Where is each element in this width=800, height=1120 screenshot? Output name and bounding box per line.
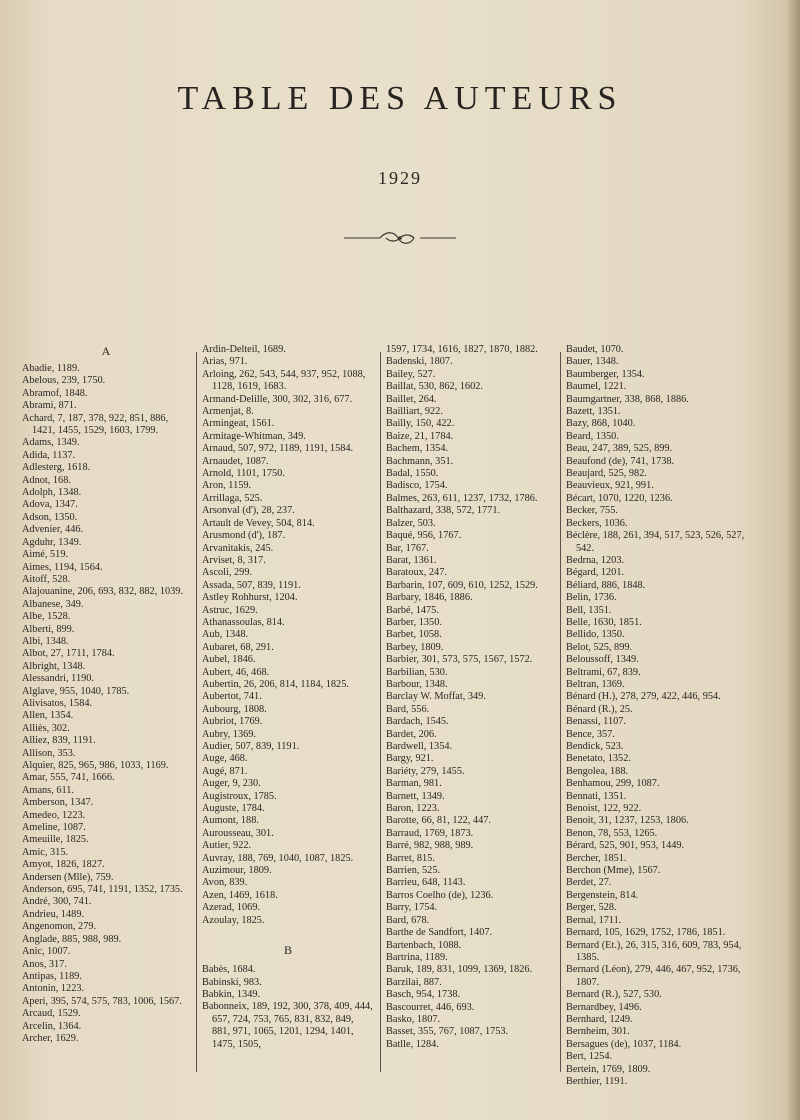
section-letter: B xyxy=(283,943,292,958)
year-heading: 1929 xyxy=(378,168,422,188)
author-entry: Beltran, 1369. xyxy=(566,678,625,690)
author-entry: Aurousseau, 301. xyxy=(202,827,274,839)
author-entry: Bailey, 527. xyxy=(386,368,436,380)
author-entry: Armitage-Whitman, 349. xyxy=(202,430,306,442)
author-entry: Basset, 355, 767, 1087, 1753. xyxy=(386,1026,509,1038)
author-entry: Bertein, 1769, 1809. xyxy=(566,1063,651,1075)
author-entry: Aumont, 188. xyxy=(202,815,259,827)
author-entry: Abadie, 1189. xyxy=(22,363,80,374)
author-entry: Alliès, 302. xyxy=(22,722,70,734)
author-entry: Barré, 982, 988, 989. xyxy=(386,840,474,852)
author-entry: Anderson, 695, 741, 1191, 1352, 1735. xyxy=(22,884,183,896)
author-entry: Amyot, 1826, 1827. xyxy=(22,859,105,871)
author-entry: Amedeo, 1223. xyxy=(22,809,86,821)
author-entry: Bardet, 206. xyxy=(386,728,437,740)
author-entry: Alglave, 955, 1040, 1785. xyxy=(22,685,130,697)
author-entry: Ameline, 1087. xyxy=(22,822,86,834)
author-entry: Becker, 755. xyxy=(566,505,618,517)
author-entry: Amic, 315. xyxy=(22,846,69,858)
author-entry: Baratoux, 247. xyxy=(386,567,447,579)
author-entry: Andersen (Mlle), 759. xyxy=(22,871,114,883)
author-entry: Auge, 468. xyxy=(202,753,248,765)
index-column-2 xyxy=(202,344,374,1102)
author-entry: Bécart, 1070, 1220, 1236. xyxy=(566,492,673,504)
author-entry: Bénard (R.), 25. xyxy=(566,703,633,715)
author-entry: Achard, 7, 187, 378, 922, 851, 886, 1421, 1455, 1529, 1603, 1799. xyxy=(22,412,169,437)
author-entry: Angenomon, 279. xyxy=(22,921,97,933)
author-entry: Balthazard, 338, 572, 1771. xyxy=(386,505,501,517)
author-entry: Belin, 1736. xyxy=(566,592,617,604)
author-entry: Babkin, 1349. xyxy=(202,988,261,1000)
author-entry: Baillat, 530, 862, 1602. xyxy=(386,381,483,393)
author-entry: Bernard (Et.), 26, 315, 316, 609, 783, 954, 1385. xyxy=(566,939,742,963)
author-entry: Bardach, 1545. xyxy=(386,716,449,728)
author-entry: Barber, 1350. xyxy=(386,616,442,628)
author-entry: Baumgartner, 338, 868, 1886. xyxy=(566,393,689,405)
author-entry: Barry, 1754. xyxy=(386,902,438,914)
author-entry: Aimes, 1194, 1564. xyxy=(22,561,103,573)
author-entry: Beau, 247, 389, 525, 899. xyxy=(566,443,673,455)
author-entry: Alberti, 899. xyxy=(22,623,75,635)
author-entry: Baron, 1223. xyxy=(386,803,440,815)
author-entry: Bernard, 105, 1629, 1752, 1786, 1851. xyxy=(566,927,726,939)
author-entry: Arnold, 1101, 1750. xyxy=(202,468,285,480)
author-entry: Bar, 1767. xyxy=(386,542,429,554)
author-entry: Andrieu, 1489. xyxy=(22,908,85,920)
author-entry: Benhamou, 299, 1087. xyxy=(566,778,660,790)
author-entry: Auguste, 1784. xyxy=(202,803,265,815)
author-entry: André, 300, 741. xyxy=(22,896,92,908)
column-divider xyxy=(380,352,381,1072)
author-entry: 1597, 1734, 1616, 1827, 1870, 1882. xyxy=(386,344,538,355)
author-entry: Bariéty, 279, 1455. xyxy=(386,765,465,777)
author-entry: Antonin, 1223. xyxy=(22,983,85,995)
author-entry: Adson, 1350. xyxy=(22,511,78,523)
author-entry: Aubaret, 68, 291. xyxy=(202,641,274,653)
author-entry: Avon, 839. xyxy=(202,877,248,889)
author-entry: Bernard (Léon), 279, 446, 467, 952, 1736, 1807. xyxy=(566,964,741,988)
author-entry: Aperi, 395, 574, 575, 783, 1006, 1567. xyxy=(22,995,182,1007)
author-entry: Benoist, 122, 922. xyxy=(566,803,642,815)
author-entry: Bence, 357. xyxy=(566,728,615,740)
author-entry: Barnett, 1349. xyxy=(386,790,445,802)
author-entry: Astley Rohhurst, 1204. xyxy=(202,592,298,604)
author-entry: Berdet, 27. xyxy=(566,877,612,889)
author-entry: Bell, 1351. xyxy=(566,604,612,616)
author-entry: Bardwell, 1354. xyxy=(386,741,453,752)
author-entry: Amar, 555, 741, 1666. xyxy=(22,772,115,784)
author-entry: Anic, 1007. xyxy=(22,946,71,958)
author-entry: Alessandri, 1190. xyxy=(22,673,94,685)
entry-list xyxy=(202,344,374,927)
author-entry: Baruk, 189, 831, 1099, 1369, 1826. xyxy=(386,964,533,976)
author-entry: Assada, 507, 839, 1191. xyxy=(202,579,301,591)
author-entry: Archer, 1629. xyxy=(22,1032,79,1044)
author-entry: Albe, 1528. xyxy=(22,611,71,623)
author-entry: Barrien, 525. xyxy=(386,865,441,877)
author-entry: Auzimour, 1809. xyxy=(202,865,272,877)
author-entry: Barrieu, 648, 1143. xyxy=(386,877,466,889)
author-entry: Bailliart, 922. xyxy=(386,406,443,418)
author-entry: Adova, 1347. xyxy=(22,499,78,511)
author-entry: Beltrami, 67, 839. xyxy=(566,666,641,678)
author-entry: Antipas, 1189. xyxy=(22,970,82,982)
author-entry: Aub, 1348. xyxy=(202,629,249,641)
section-letter: A xyxy=(101,344,111,358)
author-entry: Barbet, 1058. xyxy=(386,629,442,641)
author-entry: Bauer, 1348. xyxy=(566,356,619,368)
author-entry: Amberson, 1347. xyxy=(22,797,94,809)
author-entry: Balzer, 503. xyxy=(386,517,436,529)
author-entry: Bachmann, 351. xyxy=(386,455,454,467)
author-entry: Aubertot, 741. xyxy=(202,691,262,703)
author-entry: Barthe de Sandfort, 1407. xyxy=(386,927,493,939)
author-entry: Abrami, 871. xyxy=(22,400,77,412)
author-entry: Beauvieux, 921, 991. xyxy=(566,480,654,492)
author-entry: Albi, 1348. xyxy=(22,635,69,647)
author-entry: Bengolea, 188. xyxy=(566,765,629,777)
author-entry: Autier, 922. xyxy=(202,840,252,852)
author-entry: Arsonval (d'), 28, 237. xyxy=(202,505,295,517)
author-entry: Aubertin, 26, 206, 814, 1184, 1825. xyxy=(202,678,349,690)
author-entry: Albot, 27, 1711, 1784. xyxy=(22,648,115,660)
author-entry: Bartrina, 1189. xyxy=(386,951,448,963)
author-entry: Advenier, 446. xyxy=(22,524,84,536)
author-entry: Arusmond (d'), 187. xyxy=(202,530,286,542)
author-entry: Benoit, 31, 1237, 1253, 1806. xyxy=(566,815,689,827)
author-entry: Baillet, 264. xyxy=(386,393,437,405)
author-entry: Alliez, 839, 1191. xyxy=(22,735,96,747)
entry-list xyxy=(386,344,562,1051)
author-entry: Bailly, 150, 422. xyxy=(386,418,455,430)
author-entry: Bellido, 1350. xyxy=(566,629,625,641)
author-entry: Armand-Delille, 300, 302, 316, 677. xyxy=(202,393,353,405)
author-entry: Aubry, 1369. xyxy=(202,728,256,740)
author-entry: Béliard, 886, 1848. xyxy=(566,579,646,591)
author-entry: Basko, 1807. xyxy=(386,1013,441,1025)
entry-list xyxy=(202,964,374,1051)
column-divider xyxy=(196,352,197,1072)
author-entry: Barat, 1361. xyxy=(386,554,437,566)
author-entry: Arcelin, 1364. xyxy=(22,1020,82,1032)
author-entry: Badisco, 1754. xyxy=(386,480,448,492)
author-entry: Alivisatos, 1584. xyxy=(22,697,93,709)
author-entry: Albright, 1348. xyxy=(22,660,86,672)
author-entry: Bégard, 1201. xyxy=(566,567,625,579)
author-entry: Artault de Vevey, 504, 814. xyxy=(202,517,315,529)
author-entry: Bendick, 523. xyxy=(566,741,624,752)
author-entry: Bazett, 1351. xyxy=(566,406,621,418)
author-entry: Barros Coelho (de), 1236. xyxy=(386,889,494,901)
author-entry: Barbary, 1846, 1886. xyxy=(386,592,473,604)
author-entry: Alquier, 825, 965, 986, 1033, 1169. xyxy=(22,760,169,771)
author-entry: Babonneix, 189, 192, 300, 378, 409, 444, 657, 724, 753, 765, 831, 832, 849, 881, 971, 1065, 1201, 1294, 1401, 1475, 1505, xyxy=(202,1001,373,1050)
author-entry: Allison, 353. xyxy=(22,747,76,759)
author-entry: Azerad, 1069. xyxy=(202,902,261,914)
author-entry: Auvray, 188, 769, 1040, 1087, 1825. xyxy=(202,852,354,864)
author-entry: Bennati, 1351. xyxy=(566,790,627,802)
author-entry: Bernard (R.), 527, 530. xyxy=(566,989,662,1001)
author-entry: Adida, 1137. xyxy=(22,449,76,461)
author-entry: Azen, 1469, 1618. xyxy=(202,889,278,901)
author-entry: Arias, 971. xyxy=(202,356,248,368)
author-entry: Beaujard, 525, 982. xyxy=(566,468,647,480)
author-entry: Baumel, 1221. xyxy=(566,381,627,393)
author-entry: Barotte, 66, 81, 122, 447. xyxy=(386,815,491,827)
author-entry: Berger, 528. xyxy=(566,902,617,914)
author-entry: Athanassoulas, 814. xyxy=(202,616,285,628)
author-entry: Adnot, 168. xyxy=(22,474,71,486)
author-entry: Aron, 1159. xyxy=(202,480,252,492)
author-entry: Benon, 78, 553, 1265. xyxy=(566,827,658,839)
author-entry: Berchon (Mme), 1567. xyxy=(566,865,661,877)
author-entry: Anglade, 885, 988, 989. xyxy=(22,933,122,945)
author-entry: Agduhr, 1349. xyxy=(22,536,82,548)
author-entry: Arnaud, 507, 972, 1189, 1191, 1584. xyxy=(202,443,354,455)
author-entry: Bachem, 1354. xyxy=(386,443,449,455)
author-entry: Bérard, 525, 901, 953, 1449. xyxy=(566,840,685,852)
author-entry: Abramof, 1848. xyxy=(22,387,88,399)
author-entry: Adolph, 1348. xyxy=(22,487,82,499)
author-entry: Batlle, 1284. xyxy=(386,1038,439,1050)
author-entry: Barbour, 1348. xyxy=(386,678,448,690)
author-entry: Arcaud, 1529. xyxy=(22,1008,81,1020)
author-entry: Augé, 871. xyxy=(202,765,248,777)
author-entry: Bazy, 868, 1040. xyxy=(566,418,636,430)
author-entry: Badal, 1550. xyxy=(386,468,439,480)
author-entry: Aubourg, 1808. xyxy=(202,703,267,715)
author-entry: Allen, 1354. xyxy=(22,710,74,722)
author-entry: Barret, 815. xyxy=(386,852,435,864)
entry-list xyxy=(22,363,190,1045)
author-entry: Beard, 1350. xyxy=(566,430,619,442)
author-entry: Barbey, 1809. xyxy=(386,641,444,653)
author-entry: Arrillaga, 525. xyxy=(202,492,263,504)
author-entry: Basch, 954, 1738. xyxy=(386,989,461,1001)
author-entry: Bernal, 1711. xyxy=(566,914,622,926)
author-entry: Barbilian, 530. xyxy=(386,666,448,678)
author-entry: Baize, 21, 1784. xyxy=(386,430,454,442)
author-entry: Bard, 556. xyxy=(386,703,430,715)
entry-list xyxy=(566,344,752,1088)
author-entry: Armenjat, 8. xyxy=(202,406,254,418)
author-entry: Aimé, 519. xyxy=(22,549,69,561)
author-entry: Adams, 1349. xyxy=(22,437,80,449)
author-entry: Augistroux, 1785. xyxy=(202,790,277,802)
author-entry: Bascourret, 446, 693. xyxy=(386,1001,475,1013)
author-entry: Ascoli, 299. xyxy=(202,567,253,579)
index-column-1 xyxy=(22,344,190,1102)
author-entry: Barbier, 301, 573, 575, 1567, 1572. xyxy=(386,654,533,666)
author-entry: Benetato, 1352. xyxy=(566,753,631,765)
author-entry: Armingeat, 1561. xyxy=(202,418,275,430)
author-entry: Belle, 1630, 1851. xyxy=(566,616,642,628)
author-entry: Barbarin, 107, 609, 610, 1252, 1529. xyxy=(386,579,538,591)
author-entry: Aubriot, 1769. xyxy=(202,716,263,728)
author-entry: Barman, 981. xyxy=(386,778,442,790)
author-entry: Baudet, 1070. xyxy=(566,344,624,355)
author-entry: Barbé, 1475. xyxy=(386,604,439,616)
author-entry: Aitoff, 528. xyxy=(22,573,71,585)
author-entry: Astruc, 1629. xyxy=(202,604,258,616)
author-entry: Babès, 1684. xyxy=(202,964,256,976)
author-entry: Audier, 507, 839, 1191. xyxy=(202,741,300,752)
author-entry: Amans, 611. xyxy=(22,784,74,796)
author-entry: Babinski, 983. xyxy=(202,976,262,988)
author-entry: Barclay W. Moffat, 349. xyxy=(386,691,486,703)
author-entry: Arnaudet, 1087. xyxy=(202,455,269,467)
ornament-divider-icon xyxy=(340,228,460,248)
author-entry: Bernardbey, 1496. xyxy=(566,1001,642,1013)
author-entry: Arvanitakis, 245. xyxy=(202,542,274,554)
author-entry: Anos, 317. xyxy=(22,958,67,970)
author-entry: Bercher, 1851. xyxy=(566,852,627,864)
author-entry: Bard, 678. xyxy=(386,914,430,926)
author-entry: Bert, 1254. xyxy=(566,1051,613,1063)
author-entry: Abelous, 239, 1750. xyxy=(22,375,106,387)
author-entry: Balmes, 263, 611, 1237, 1732, 1786. xyxy=(386,492,538,504)
author-entry: Badenski, 1807. xyxy=(386,356,453,368)
author-entry: Berthier, 1191. xyxy=(566,1075,628,1087)
author-entry: Adlesterg, 1618. xyxy=(22,462,91,474)
author-entry: Beckers, 1036. xyxy=(566,517,628,529)
author-entry: Azoulay, 1825. xyxy=(202,914,265,926)
author-entry: Bergenstein, 814. xyxy=(566,889,639,901)
author-entry: Alajouanine, 206, 693, 832, 882, 1039. xyxy=(22,586,184,598)
page-spine-shadow xyxy=(786,0,800,1120)
author-entry: Béclère, 188, 261, 394, 517, 523, 526, 527, 542. xyxy=(566,530,745,554)
author-entry: Baumberger, 1354. xyxy=(566,368,645,380)
author-entry: Bernheim, 301. xyxy=(566,1026,630,1038)
author-entry: Arviset, 8, 317. xyxy=(202,554,266,566)
index-column-3 xyxy=(386,344,562,1102)
author-entry: Baqué, 956, 1767. xyxy=(386,530,462,542)
author-entry: Beloussoff, 1349. xyxy=(566,654,639,666)
author-entry: Bernhard, 1249. xyxy=(566,1013,633,1025)
author-entry: Ameuille, 1825. xyxy=(22,834,89,846)
author-entry: Bedrna, 1203. xyxy=(566,554,625,566)
author-entry: Ardin-Delteil, 1689. xyxy=(202,344,286,355)
author-entry: Bersagues (de), 1037, 1184. xyxy=(566,1038,682,1050)
author-entry: Belot, 525, 899. xyxy=(566,641,633,653)
author-entry: Beaufond (de), 741, 1738. xyxy=(566,455,675,467)
index-column-4 xyxy=(566,344,752,1102)
author-entry: Auger, 9, 230. xyxy=(202,778,261,790)
author-entry: Aubel, 1846. xyxy=(202,654,256,666)
author-entry: Barzilai, 887. xyxy=(386,976,442,988)
author-entry: Benassi, 1107. xyxy=(566,716,626,728)
author-entry: Bartenbach, 1088. xyxy=(386,939,462,951)
author-entry: Albanese, 349. xyxy=(22,598,84,610)
author-entry: Aubert, 46, 468. xyxy=(202,666,270,678)
author-entry: Bénard (H.), 278, 279, 422, 446, 954. xyxy=(566,691,721,703)
page-title: TABLE DES AUTEURS xyxy=(177,80,623,117)
author-entry: Barraud, 1769, 1873. xyxy=(386,827,474,839)
author-entry: Bargy, 921. xyxy=(386,753,434,765)
author-entry: Arloing, 262, 543, 544, 937, 952, 1088, 1128, 1619, 1683. xyxy=(202,368,366,393)
